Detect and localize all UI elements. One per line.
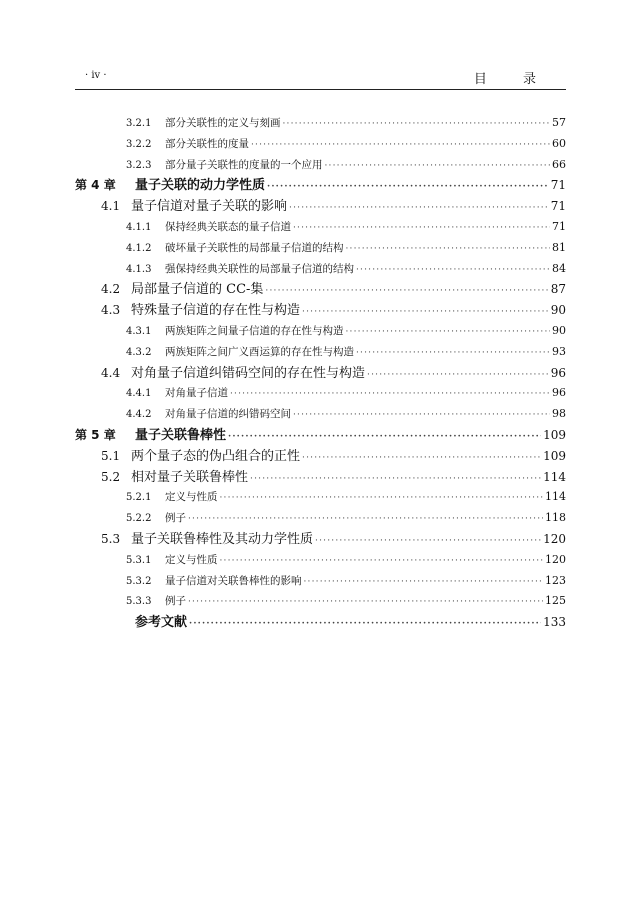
dot-leader	[293, 218, 550, 239]
toc-entry[interactable]	[75, 383, 566, 404]
dot-leader	[325, 156, 551, 177]
toc-entry-page: 90	[550, 303, 566, 318]
toc-entry-title: 量子信道对关联鲁棒性的影响	[165, 574, 302, 587]
dot-leader	[220, 551, 544, 572]
toc-entry-number: 4.3.1	[126, 325, 152, 337]
toc-entry-title: 相对量子关联鲁棒性	[131, 469, 249, 485]
toc-entry-title: 量子关联的动力学性质	[135, 178, 266, 194]
toc-entry-title: 保持经典关联态的量子信道	[165, 220, 291, 233]
toc-entry-number: 4.1.2	[126, 242, 152, 254]
table-of-contents	[75, 113, 566, 633]
toc-entry-page: 71	[550, 199, 566, 214]
toc-entry-number: 第 4 章	[75, 178, 116, 193]
toc-entry-number: 5.3.1	[126, 554, 152, 566]
toc-entry-number: 4.4.1	[126, 388, 152, 400]
header-title: 目 录	[473, 72, 552, 87]
dot-leader	[304, 572, 544, 593]
toc-entry[interactable]	[75, 571, 566, 592]
header-rule	[75, 89, 566, 90]
toc-entry-title: 量子信道对量子关联的影响	[131, 199, 288, 215]
toc-entry-page: 133	[543, 615, 566, 630]
toc-entry[interactable]	[75, 342, 566, 363]
toc-entry-page: 118	[545, 511, 566, 525]
dot-leader	[250, 469, 541, 490]
toc-entry-number: 4.3	[101, 303, 121, 318]
dot-leader	[265, 281, 548, 302]
toc-entry-number: 第 5 章	[75, 427, 116, 442]
toc-entry[interactable]	[75, 113, 566, 134]
dot-leader	[283, 114, 551, 135]
toc-entry-page: 96	[552, 386, 566, 400]
toc-entry-number: 4.1.3	[126, 263, 152, 275]
toc-entry[interactable]	[75, 550, 566, 571]
toc-entry-page: 81	[552, 240, 566, 254]
dot-leader	[251, 135, 550, 156]
dot-leader	[189, 614, 541, 635]
toc-entry-title: 参考文献	[135, 615, 188, 631]
dot-leader	[267, 177, 549, 198]
dot-leader	[230, 384, 550, 405]
toc-entry-number: 3.2.1	[126, 118, 152, 129]
toc-entry[interactable]	[75, 487, 566, 508]
toc-entry[interactable]	[75, 529, 566, 550]
dot-leader	[228, 427, 541, 448]
toc-entry[interactable]	[75, 321, 566, 342]
toc-entry-title: 局部量子信道的 CC-集	[131, 282, 264, 298]
toc-entry-page: 114	[543, 469, 566, 484]
dot-leader	[315, 531, 541, 552]
toc-entry-page: 71	[552, 219, 566, 233]
toc-entry-title: 量子关联鲁棒性及其动力学性质	[131, 531, 314, 547]
toc-entry-number: 4.2	[101, 282, 121, 297]
toc-entry-title: 例子	[165, 595, 186, 608]
toc-entry-page: 123	[545, 573, 566, 587]
toc-entry[interactable]	[75, 363, 566, 384]
toc-entry-title: 量子关联鲁棒性	[135, 427, 227, 443]
toc-entry-page: 109	[543, 448, 566, 463]
toc-entry-number: 3.2.2	[126, 138, 152, 150]
toc-entry[interactable]	[75, 425, 566, 446]
toc-entry[interactable]	[75, 175, 566, 196]
dot-leader	[293, 405, 550, 426]
toc-entry-title: 部分关联性的定义与刻画	[165, 117, 281, 129]
toc-entry-number: 4.1	[101, 199, 121, 214]
toc-entry-title: 对角量子信道的纠错码空间	[165, 408, 291, 421]
toc-entry[interactable]	[75, 300, 566, 321]
toc-entry-title: 部分关联性的度量	[165, 137, 249, 150]
toc-entry-page: 120	[545, 552, 566, 566]
dot-leader	[356, 260, 550, 281]
toc-entry-number: 5.3.2	[126, 575, 152, 587]
toc-entry-number: 5.3	[101, 531, 121, 546]
toc-entry[interactable]	[75, 591, 566, 612]
dot-leader	[220, 488, 544, 509]
dot-leader	[188, 509, 543, 530]
toc-entry-page: 109	[543, 427, 566, 442]
toc-entry[interactable]	[75, 238, 566, 259]
toc-entry-title: 强保持经典关联性的局部量子信道的结构	[165, 262, 354, 275]
dot-leader	[302, 302, 549, 323]
toc-entry-page: 125	[545, 594, 566, 608]
toc-entry-page: 71	[550, 178, 566, 193]
toc-entry[interactable]	[75, 404, 566, 425]
toc-entry[interactable]	[75, 612, 566, 633]
toc-entry-number: 4.4	[101, 365, 121, 380]
header-page-number: · iv ·	[85, 70, 107, 81]
toc-entry[interactable]	[75, 446, 566, 467]
toc-entry-number: 3.2.3	[126, 159, 152, 171]
dot-leader	[346, 239, 551, 260]
dot-leader	[302, 448, 541, 469]
toc-entry-page: 84	[552, 261, 566, 275]
toc-entry[interactable]	[75, 155, 566, 176]
toc-entry-title: 两个量子态的伪凸组合的正性	[131, 448, 301, 464]
toc-entry[interactable]	[75, 508, 566, 529]
toc-entry-page: 57	[552, 116, 566, 129]
toc-entry-number: 4.3.2	[126, 346, 152, 358]
toc-entry[interactable]	[75, 467, 566, 488]
toc-entry-page: 87	[550, 282, 566, 297]
dot-leader	[356, 343, 550, 364]
toc-entry-title: 例子	[165, 512, 186, 525]
dot-leader	[289, 198, 549, 219]
toc-entry[interactable]	[75, 134, 566, 155]
toc-entry-title: 两族矩阵之间量子信道的存在性与构造	[165, 324, 344, 337]
toc-entry[interactable]	[75, 217, 566, 238]
toc-entry-number: 5.3.3	[126, 596, 152, 608]
toc-entry-page: 98	[552, 407, 566, 421]
toc-entry[interactable]	[75, 259, 566, 280]
toc-entry-title: 特殊量子信道的存在性与构造	[131, 303, 301, 319]
toc-entry[interactable]	[75, 279, 566, 300]
toc-entry-number: 5.2.2	[126, 513, 152, 525]
toc-entry-number: 5.2.1	[126, 492, 152, 504]
toc-entry-title: 对角量子信道纠错码空间的存在性与构造	[131, 365, 366, 381]
toc-entry-page: 114	[545, 490, 566, 504]
toc-entry-title: 部分量子关联性的度量的一个应用	[165, 158, 323, 171]
toc-entry-title: 定义与性质	[165, 491, 218, 504]
dot-leader	[188, 592, 543, 613]
toc-entry-number: 4.1.1	[126, 221, 152, 233]
toc-entry-page: 90	[552, 323, 566, 337]
toc-entry-title: 破坏量子关联性的局部量子信道的结构	[165, 241, 344, 254]
toc-entry-title: 两族矩阵之间广义酉运算的存在性与构造	[165, 345, 354, 358]
toc-entry[interactable]	[75, 196, 566, 217]
toc-entry-page: 66	[552, 157, 566, 171]
toc-entry-page: 60	[552, 136, 566, 150]
toc-entry-page: 93	[552, 344, 566, 358]
toc-entry-page: 120	[543, 531, 566, 546]
running-header	[75, 68, 566, 88]
toc-entry-title: 对角量子信道	[165, 387, 228, 400]
toc-entry-title: 定义与性质	[165, 553, 218, 566]
dot-leader	[346, 322, 551, 343]
toc-entry-number: 5.2	[101, 469, 121, 484]
toc-entry-number: 4.4.2	[126, 409, 152, 421]
toc-entry-number: 5.1	[101, 448, 121, 463]
dot-leader	[367, 365, 549, 386]
toc-entry-page: 96	[550, 365, 566, 380]
